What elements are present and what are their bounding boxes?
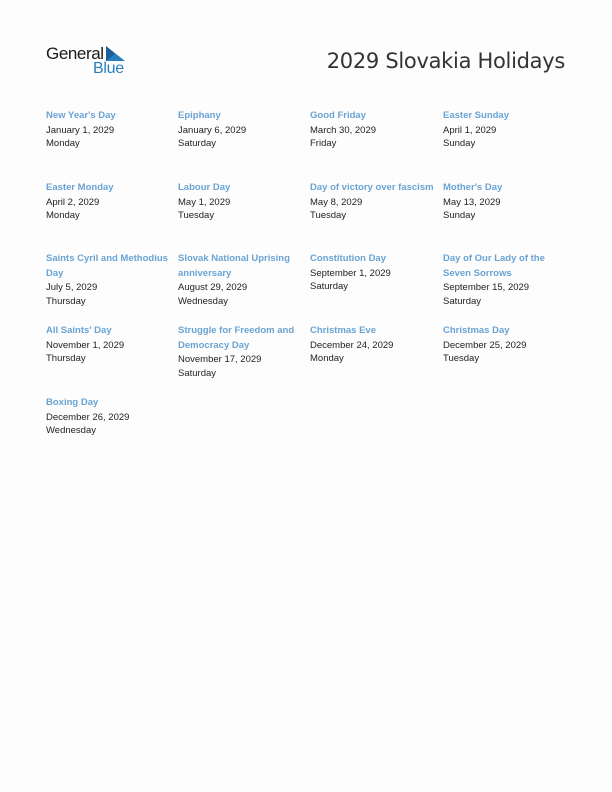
holiday-weekday: Sunday (443, 210, 476, 221)
holiday-date: December 25, 2029 (443, 339, 527, 351)
holiday-item (310, 324, 436, 366)
logo (46, 44, 130, 80)
holiday-item (310, 109, 436, 151)
holiday-date: November 17, 2029 (178, 354, 262, 365)
holiday-date: December 24, 2029 (310, 339, 394, 351)
holiday-name: Day of victory over fascism (310, 182, 434, 193)
holiday-item (46, 252, 172, 308)
holiday-date: September 1, 2029 (310, 267, 391, 279)
holiday-weekday: Sunday (443, 138, 476, 149)
holiday-weekday: Tuesday (443, 353, 480, 364)
holiday-item (310, 252, 436, 294)
holiday-weekday: Monday (46, 138, 80, 149)
holiday-date: November 1, 2029 (46, 339, 125, 351)
holiday-weekday: Thursday (46, 295, 86, 307)
holiday-date: December 26, 2029 (46, 411, 130, 423)
holiday-weekday: Saturday (178, 367, 217, 379)
holiday-name: Day of Our Lady of the Seven Sorrows (443, 253, 545, 279)
holiday-item (443, 109, 569, 151)
holiday-date: April 1, 2029 (443, 124, 497, 136)
holiday-weekday: Wednesday (46, 425, 96, 436)
holiday-name: Christmas Day (443, 325, 510, 336)
holiday-weekday: Tuesday (178, 210, 215, 221)
holiday-name: Epiphany (178, 110, 221, 121)
holiday-name: Slovak National Uprising anniversary (178, 253, 290, 279)
holiday-date: September 15, 2029 (443, 282, 530, 293)
holiday-item (178, 324, 304, 380)
logo-text-general: General (46, 44, 104, 63)
holiday-weekday: Saturday (178, 138, 217, 149)
holiday-name: Constitution Day (310, 253, 386, 264)
holiday-name: Boxing Day (46, 397, 99, 408)
holiday-name: Easter Monday (46, 182, 114, 193)
holiday-item (178, 252, 304, 308)
holiday-item (46, 324, 172, 366)
holiday-date: July 5, 2029 (46, 282, 98, 293)
holiday-date: August 29, 2029 (178, 282, 248, 293)
holiday-weekday: Monday (310, 353, 344, 364)
page-title: 2029 Slovakia Holidays (326, 49, 565, 73)
holiday-weekday: Tuesday (310, 210, 347, 221)
holiday-date: May 1, 2029 (178, 196, 231, 208)
holiday-date: January 6, 2029 (178, 124, 247, 136)
holiday-name: Easter Sunday (443, 110, 509, 121)
holiday-item (46, 181, 172, 223)
holiday-name: Struggle for Freedom and Democracy Day (178, 325, 295, 351)
holiday-date: April 2, 2029 (46, 196, 100, 208)
holiday-item (178, 109, 304, 151)
holiday-name: Labour Day (178, 182, 231, 193)
holiday-name: Christmas Eve (310, 325, 377, 336)
holiday-name: All Saints' Day (46, 325, 112, 336)
holiday-item (46, 396, 172, 438)
holiday-date: January 1, 2029 (46, 124, 115, 136)
holiday-date: May 13, 2029 (443, 196, 501, 208)
holiday-item (443, 181, 569, 223)
holiday-weekday: Saturday (443, 295, 482, 307)
holiday-item (443, 252, 569, 308)
holiday-item (310, 181, 436, 223)
holiday-weekday: Wednesday (178, 295, 228, 307)
holiday-date: March 30, 2029 (310, 124, 377, 136)
holiday-name: Saints Cyril and Methodius Day (46, 253, 168, 279)
holiday-weekday: Monday (46, 210, 80, 221)
holiday-item (46, 109, 172, 151)
holiday-item (443, 324, 569, 366)
holiday-name: Mother's Day (443, 182, 503, 193)
logo-text-blue: Blue (93, 60, 124, 77)
holiday-weekday: Thursday (46, 353, 86, 364)
holiday-date: May 8, 2029 (310, 196, 363, 208)
holiday-name: New Year's Day (46, 110, 116, 121)
holiday-weekday: Friday (310, 138, 337, 149)
holiday-item (178, 181, 304, 223)
holiday-name: Good Friday (310, 110, 366, 121)
holiday-weekday: Saturday (310, 281, 349, 292)
